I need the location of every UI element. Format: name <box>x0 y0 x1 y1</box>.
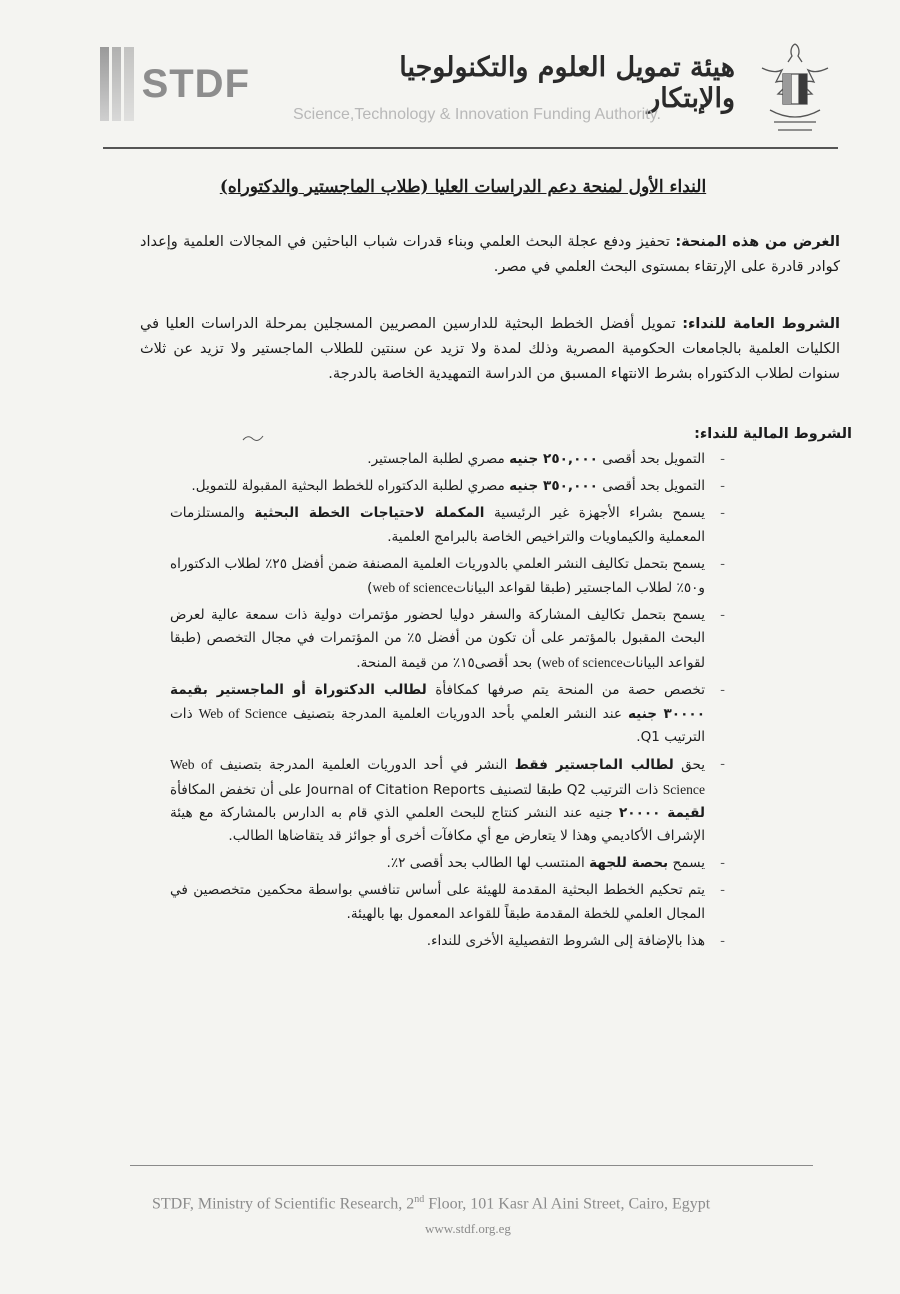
item-bold: ٢٥٠,٠٠٠ جنيه <box>509 451 598 467</box>
footer-address-part: STDF, Ministry of Scientific Research, 2 <box>152 1195 415 1213</box>
item-bold: المكملة لاحتياجات الخطة البحثية <box>254 505 485 522</box>
item-text: والمستلزمات المعملية والكيماويات والتراخيص الخاصة بالبرامج العلمية. <box>170 505 705 545</box>
item-text: التمويل بحد أقصى <box>597 478 705 495</box>
list-item <box>170 604 705 675</box>
item-text: التمويل بحد أقصى <box>597 451 705 467</box>
call-title: النداء الأول لمنحة دعم الدراسات العليا (طلاب الماجستير والدكتوراه) <box>219 177 707 197</box>
goal-paragraph <box>140 230 840 280</box>
stdf-logo-text: STDF <box>141 61 250 106</box>
item-text: مصري لطلبة الدكتوراه للخطط البحثية المقبولة للتمويل. <box>191 478 510 495</box>
footer-address-sup: nd <box>414 1194 425 1205</box>
authority-title-arabic: هيئة تمويل العلوم والتكنولوجيا والإبتكار <box>399 52 735 114</box>
item-text: يسمح بتحمل تكاليف المشاركة والسفر دوليا لحضور مؤتمرات دولية ذات سمعة عالية لعرض البحث المقبول بالمؤتمر على أن تكون من أفضل ٥٪ من المؤتمرات في مجال التخصص (طبقا لقواعد البيانات <box>170 607 705 671</box>
item-text: ذات الترتيب Q2 طبقا لتصنيف Journal of Citation Reports على أن تخفض المكافأة <box>170 781 663 798</box>
item-text: يسمح بتحمل تكاليف النشر العلمي بالدوريات العلمية المصنفة ضمن أفضل ٢٥٪ لطلاب الدكتوراه و٥٠٪ لطلاب الماجستير (طبقا لقواعد البيانات <box>170 555 705 597</box>
item-english: Web of Science <box>170 757 705 797</box>
stdf-logo-mark <box>100 47 134 121</box>
item-text: ذات الترتيب Q1. <box>170 706 705 746</box>
financial-conditions-title: الشروط المالية للنداء: <box>694 426 852 442</box>
list-item <box>170 852 705 875</box>
authority-title-english: Science,Technology & Innovation Funding Authority. <box>293 106 661 123</box>
financial-conditions-list <box>170 448 705 957</box>
item-text: عند النشر العلمي بأحد الدوريات العلمية المدرجة بتصنيف <box>286 706 628 723</box>
footer-website[interactable]: www.stdf.org.eg <box>425 1221 511 1236</box>
stdf-logo <box>100 40 250 128</box>
item-bold: لطالب الماجستير فقط <box>514 757 674 774</box>
item-bold: لطالب الدكتوراة أو الماجستير بقيمة ٣٠٠٠٠ جنيه <box>170 681 705 723</box>
item-text: جنيه عند النشر كنتاج للبحث العلمي الذي قام به الدارس بالمشاركة مع هيئة الإشراف الأكاديمي وهذا لا يتعارض مع أي مكافآت أخرى أو جوائز قد يتقاضاها الطالب. <box>170 804 705 845</box>
item-text: ) بحد أقصى١٥٪ من قيمة المنحة. <box>356 654 542 671</box>
list-item <box>170 930 705 953</box>
item-text: مصري لطلبة الماجستير. <box>367 451 510 467</box>
item-text: ) <box>367 580 373 597</box>
item-text: هذا بالإضافة إلى الشروط التفصيلية الأخرى للنداء. <box>426 932 705 949</box>
item-english: Web of Science <box>198 706 287 722</box>
item-text: يتم تحكيم الخطط البحثية المقدمة للهيئة على أساس تنافسي بواسطة محكمين متخصصين في المجال العلمي للخطة المقدمة طبقاً للقواعد المعمول بها بالهيئة. <box>170 882 705 922</box>
general-conditions-label: الشروط العامة للنداء: <box>682 316 841 332</box>
footer-divider <box>130 1165 813 1166</box>
list-item <box>170 879 705 925</box>
goal-label: الغرض من هذه المنحة: <box>675 234 840 250</box>
item-bold: لقيمة ٢٠٠٠٠ <box>618 804 705 821</box>
list-item <box>170 753 705 848</box>
egypt-eagle-emblem-icon <box>756 38 834 146</box>
item-bold: بحصة للجهة <box>589 855 669 872</box>
item-english: web of science <box>372 580 454 596</box>
list-item <box>170 679 705 750</box>
list-item <box>170 448 705 471</box>
item-text: يسمح بشراء الأجهزة غير الرئيسية <box>484 505 705 522</box>
goal-text: تحفيز ودفع عجلة البحث العلمي وبناء قدرات شباب الباحثين في المجالات العلمية وإعداد كوادر قادرة على الإرتقاء بمستوى البحث العلمي في مصر. <box>140 234 840 275</box>
list-item <box>170 553 705 600</box>
pen-mark-icon <box>242 434 264 442</box>
footer-address <box>152 1194 832 1213</box>
item-text: يسمح <box>668 855 705 872</box>
item-text: تخصص حصة من المنحة يتم صرفها كمكافأة <box>426 681 705 698</box>
item-english: web of science <box>541 654 623 670</box>
item-text: يحق <box>673 757 706 774</box>
item-text: المنتسب لها الطالب بحد أقصى ٢٪. <box>386 855 590 872</box>
item-bold: ٣٥٠,٠٠٠ جنيه <box>509 478 598 495</box>
footer-address-part: Floor, 101 Kasr Al Aini Street, Cairo, Egypt <box>424 1195 711 1213</box>
item-text: النشر في أحد الدوريات العلمية المدرجة بتصنيف <box>212 757 515 774</box>
list-item <box>170 475 705 498</box>
list-item <box>170 502 705 548</box>
header-divider <box>103 147 838 149</box>
general-conditions-text: تمويل أفضل الخطط البحثية للدارسين المصريين المسجلين بمرحلة الدراسات العليا في الكليات العلمية بالجامعات الحكومية المصرية وذلك لمدة ولا تزيد عن سنتين للطلاب الماجستير ولا تزيد عن ثلاث سنوات لطلاب الدكتوراه بشرط الانتهاء المسبق من الدراسة التمهيدية الخاصة بالدرجة. <box>140 316 840 382</box>
general-conditions-paragraph <box>140 312 840 387</box>
